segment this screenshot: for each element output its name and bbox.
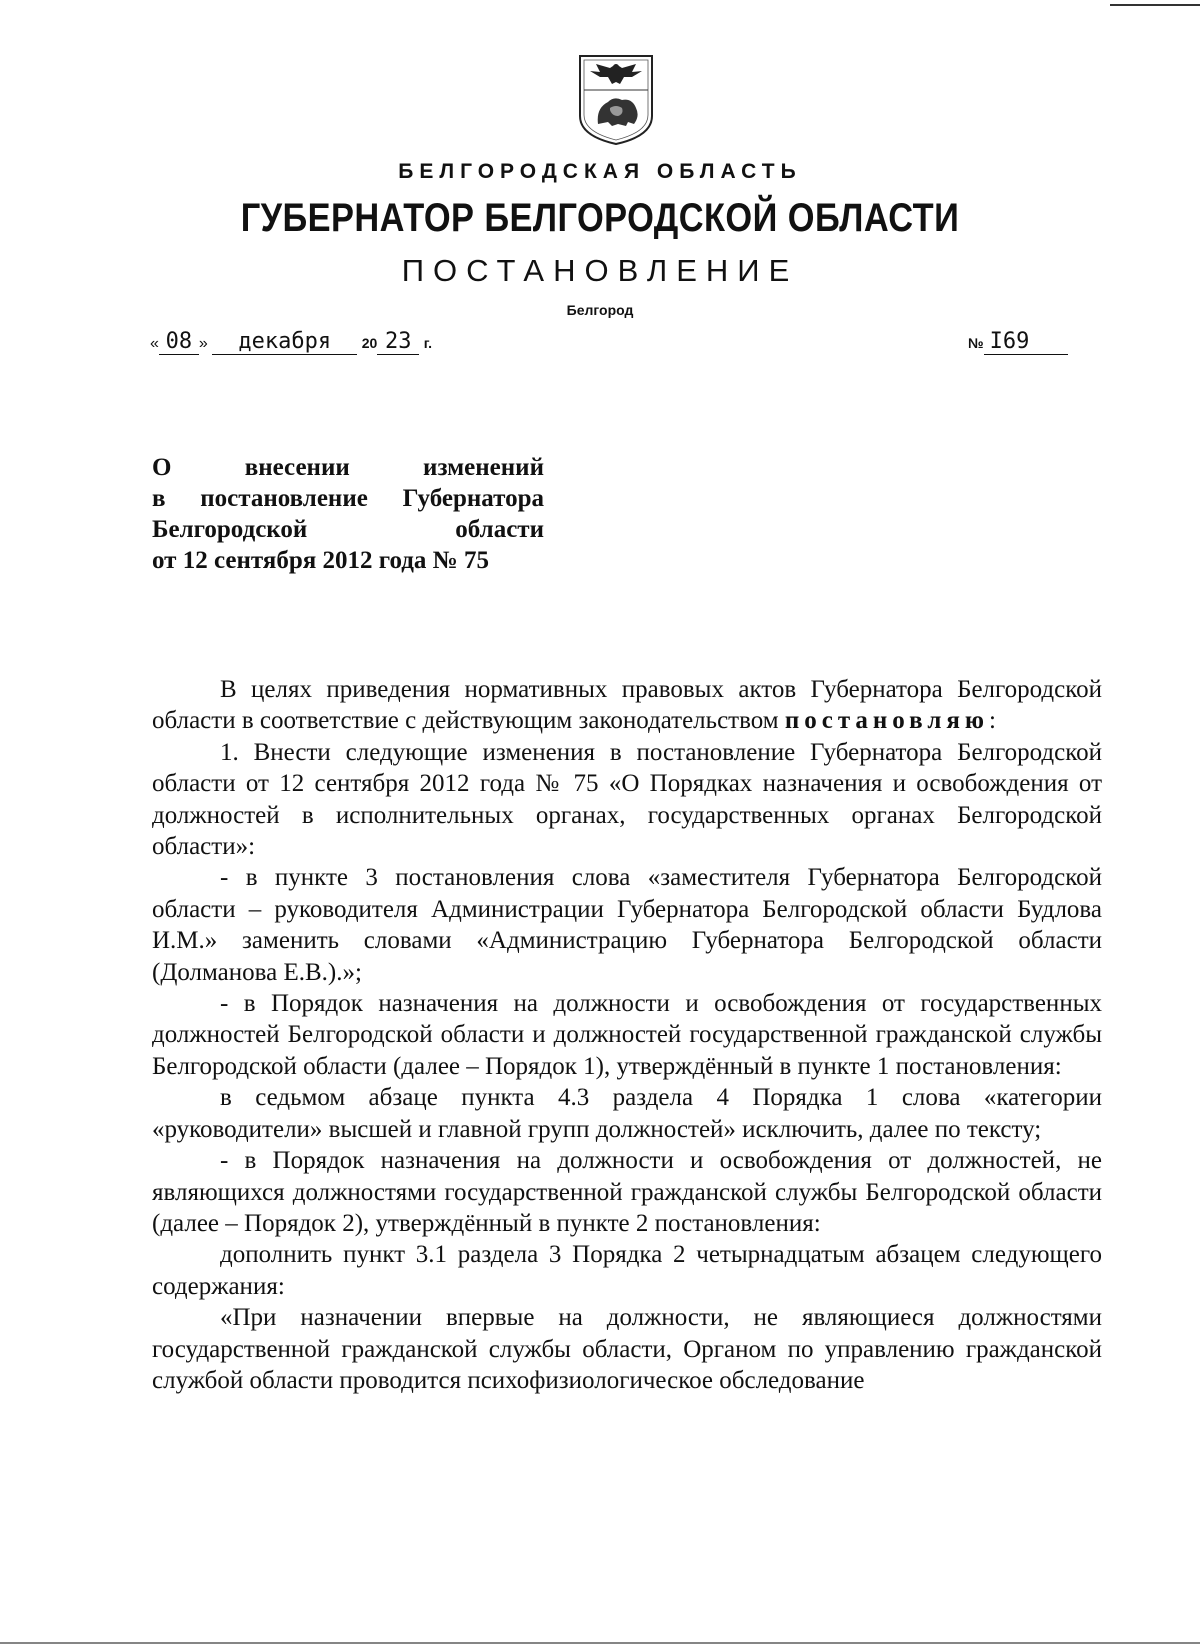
date-close-quote: » — [198, 335, 208, 352]
subject-line: в постановление Губернатора — [152, 485, 544, 512]
number-label: № — [968, 335, 984, 351]
scan-edge-line — [1110, 4, 1200, 6]
date-month: декабря — [212, 330, 357, 355]
decree-subject — [152, 452, 544, 576]
date-day: 08 — [159, 330, 199, 355]
decree-date — [150, 330, 432, 355]
date-open-quote: « — [150, 335, 159, 352]
body-paragraph: - в Порядок назначения на должности и освобождения от должностей, не являющихся должностями государственной гражданской службы Белгородской области (далее – Порядок 2), утверждённый в пункте 2 постановления: — [152, 1147, 1102, 1237]
decree-number — [968, 330, 1068, 355]
scan-edge-line — [0, 1642, 1200, 1644]
decree-title: ПОСТАНОВЛЕНИЕ — [401, 253, 799, 288]
region-title: БЕЛГОРОДСКАЯ ОБЛАСТЬ — [398, 160, 802, 183]
city-name: Белгород — [566, 302, 634, 318]
intro-text: В целях приведения нормативных правовых актов Губернатора Белгородской области в соответствие с действующим законодательством — [152, 676, 1102, 735]
coat-of-arms-icon — [570, 52, 662, 148]
subject-line: Белгородской области — [152, 516, 544, 543]
subject-line: от 12 сентября 2012 года № 75 — [152, 547, 490, 574]
body-paragraph: в седьмом абзаце пункта 4.3 раздела 4 Порядка 1 слова «категории «руководители» высшей и главной групп должностей» исключить, далее по тексту; — [152, 1084, 1102, 1143]
body-paragraph: дополнить пункт 3.1 раздела 3 Порядка 2 четырнадцатым абзацем следующего содержания: — [152, 1241, 1102, 1300]
body-paragraph: - в пункте 3 постановления слова «заместителя Губернатора Белгородской области – руководителя Администрации Губернатора Белгородской области Будлова И.М.» заменить словами «Администрацию Губернатора Белгородской области (Долманова Е.В.).»; — [152, 864, 1102, 986]
date-year-mark: г. — [423, 335, 433, 351]
number-value: I69 — [984, 330, 1068, 355]
decree-body — [152, 674, 1102, 1396]
body-paragraph: - в Порядок назначения на должности и освобождения от государственных должностей Белгородской области и должностей государственной гражданской службы Белгородской области (далее – Порядок 1), утверждённый в пункте 1 постановления: — [152, 990, 1102, 1080]
date-year-prefix: 20 — [361, 335, 378, 351]
body-paragraph: «При назначении впервые на должности, не являющиеся должностями государственной гражданской службы области, Органом по управлению гражданской службой области проводится психофизиологическое обследование — [152, 1304, 1102, 1394]
subject-line: О внесении изменений — [152, 454, 544, 481]
body-paragraph: 1. Внести следующие изменения в постановление Губернатора Белгородской области от 12 сентября 2012 года № 75 «О Порядках назначения и освобождения от должностей в исполнительных органах, государственных органах Белгородской области»: — [152, 738, 1102, 861]
governor-title: ГУБЕРНАТОР БЕЛГОРОДСКОЙ ОБЛАСТИ — [240, 196, 960, 240]
intro-paragraph — [152, 674, 1102, 737]
resolve-word: постановляю — [784, 707, 990, 735]
date-year-suffix: 23 — [377, 330, 419, 355]
resolve-colon: : — [989, 707, 996, 735]
